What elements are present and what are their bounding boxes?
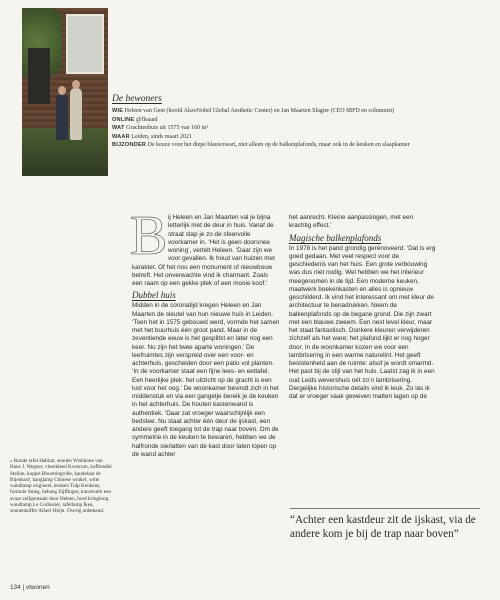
info-text-wie: Heleen van Gent (hoofd AkzoNobel Global Aesthetic Center) en Jan Maarten Slagter (CEO IBFD en columnist) xyxy=(124,108,395,114)
subheading-balkenplafonds: Magische balkenplafonds xyxy=(289,232,382,243)
article-paragraph-balkenplafonds: In 1978 is het pand grondig gerenoveerd. ‘Dat is erg goed gedaan. Met veel respect voor de geschiedenis van het huis. Een grote verbouwing was dus niet nodig. Wel hebben we het interieur meegenomen in de tijd. Een moderne keuken, maatwerk boekenkasten en alles is opnieuw geschilderd. Ik vind het interessant om met kleur de architectuur te benadrukken. Neem de balkenplafonds op de begane grond. Die zijn zwart met een blauwe zweem. Een next level kleur, maar het staat fantastisch. Donkere kleuren verwijderen zichzelf als het ware; het plafond lijkt er nog hoger door. In de woonkamer kozen we voor een lambrisering in een warme naturelint. Het geeft beslotenheid aan de ruimte: alsof je wordt omarmd. Het past bij de stijl van het huis. Laatst zag ik in een oud Leids wevershuis nét zo’n lambrisering. Dergelijke historische details vind ik leuk. Zo las ik dat er vroeger vaak geweven matten lagen op de xyxy=(289,244,436,400)
info-row-waar xyxy=(112,133,472,142)
info-text-bijzonder: De keuze voor het diepe blauwzwart, niet alleen op de balkenplafonds, maar ook in de keuken en slaapkamer xyxy=(147,142,410,149)
info-text-wat: Grachtenhuis uit 1575 van 160 m² xyxy=(126,125,209,132)
cover-photo-couple-at-house xyxy=(22,8,108,176)
info-label-bijzonder: BIJZONDER xyxy=(112,142,147,149)
info-label-wie: WIE xyxy=(112,108,124,114)
article-column-middle xyxy=(130,205,280,459)
info-text-online: @fleaanl xyxy=(135,116,158,123)
article-paragraph-dubbel-huis: Midden in de coronatijd kregen Heleen en Jan Maarten de sleutel van hun nieuwe huis in Leiden. ‘Toen het in 1575 gebouwd werd, vormde het samen met het buurhuis één groot pand. Maar in de zeventiende eeuw is het gesplitst en later nog een keer. Nu zijn het twee aparte woningen.’ De leefruimtes zijn verspreid over een voor- en achterhuis, gescheiden door een patio vol planten. ‘In de voorkamer staat een fijne lees- en eettafel. Een heerlijke plek: het uitzicht op de gracht is een lust voor het oog.’ De woonkamer bevindt zich in het middenstuk en via een gangetje bereik je de keuken in het achterhuis. De houten kastenwand is authentiek. ‘Daar zat vroeger waarschijnlijk een bedstee. Nu staat achter één deur de ijskast, een andere geeft toegang tot de trap naar boven. Om de symmetrie in de keuken te bewaren, hebben we de halfronde sierlatten van de kast door laten lopen op de wand achter xyxy=(132,302,280,458)
info-row-bijzonder xyxy=(112,141,472,150)
info-label-online: ONLINE xyxy=(112,116,135,123)
info-row-wie xyxy=(112,107,472,116)
info-label-waar: WAAR xyxy=(112,133,130,140)
page-folio: 134 | vtwonen xyxy=(10,584,50,591)
residents-info xyxy=(112,94,472,150)
info-row-online xyxy=(112,116,472,125)
article-column-right xyxy=(289,214,437,401)
article-paragraph-intro: ij Heleen en Jan Maarten val je bijna letterlijk met de deur in huis. Vanaf de straat stap je zo de sfeervolle voorkamer in. ‘Het is geen doorsnee woning’, vertelt Heleen. ‘Daar zijn we voor gevallen. Ik houd van huizen met karakter. Of het nou een monument of nieuwbouw betreft. Het onverwachte vind ik charmant. Zoals een raam op een gekke plek of een mooie koof.’ xyxy=(132,214,275,287)
residents-title: De bewoners xyxy=(112,94,162,104)
drop-cap: B xyxy=(130,205,168,267)
info-label-wat: WAT xyxy=(112,125,125,132)
photo-credits-caption: » Ronde tafel Habitat, stoelen Wishbone van Hans J. Wegner, vloerkleed Kvenrum, koffietafel Stellan, kopjes Bloomingville, kandelaar de Bijenkorf, hanglamp Chinese winkel, witte wandlamp origineel, keuken Tulp Keukens, formule Smeg, behang Eijffinger, kunstwerk een avaar zelfgemaakt door Heleen, bord kringloop, wandlamp Le Corbusier, tafellamp Ikea, sonnenkoffer Albert Heijn. Overig onbekend. xyxy=(10,458,112,515)
info-row-wat xyxy=(112,124,472,133)
info-text-waar: Leiden, sinds maart 2021 xyxy=(131,133,193,140)
pull-quote: “Achter een kastdeur zit de ijskast, via de andere kom je bij de trap naar boven” xyxy=(290,514,476,540)
quote-rule xyxy=(290,508,480,509)
subheading-dubbel-huis: Dubbel huis xyxy=(132,290,176,301)
article-paragraph-continued: het aanrecht. Kleine aanpassingen, met een krachtig effect.’ xyxy=(289,214,414,230)
